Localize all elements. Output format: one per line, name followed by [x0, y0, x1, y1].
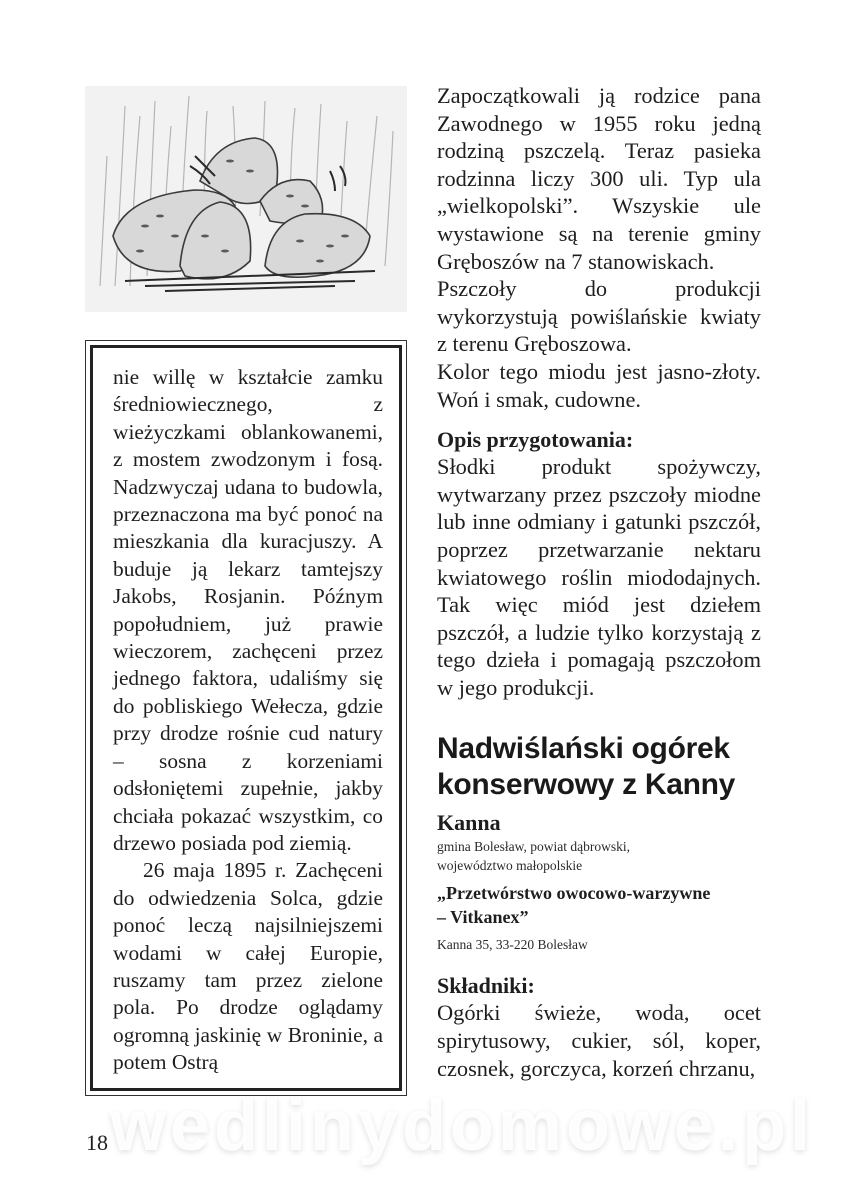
ingredients-heading: Składniki:	[437, 973, 535, 999]
product-title	[437, 731, 761, 803]
producer-address: Kanna 35, 33-220 Bolesław	[437, 937, 588, 953]
producer-line: „Przetwórstwo owocowo-warzywne	[437, 883, 711, 904]
excerpt-paragraph: nie willę w kształcie zamku średniowiecznego, z wieżyczkami oblankowanemi, z mostem zwodzonym i fosą. Nadzwyczaj udana to budowla, przeznaczona ma być ponoć na mieszkania dla kuracjuszy. A buduje ją lekarz tamtejszy Jakobs, Rosjanin. Późnym popołudniem, już prawie wieczorem, zachęceni przez jednego faktora, udaliśmy się do pobliskiego Wełecza, gdzie przy drodze rośnie cud natury – sosna z korzeniami odsłoniętemi zupełnie, jakby chciała pokazać wszystkim, co drzewo posiada pod ziemią.	[113, 365, 383, 855]
intro-paragraph: Kolor tego miodu jest jasno-złoty. Woń i smak, cudowne.	[437, 358, 761, 412]
page-number: 18	[86, 1130, 108, 1155]
location-line: województwo małopolskie	[437, 858, 583, 874]
framed-excerpt	[113, 364, 383, 1077]
place-name: Kanna	[437, 810, 501, 836]
product-title-line: konserwowy z Kanny	[437, 768, 736, 802]
preparation-heading: Opis przygotowania:	[437, 427, 634, 453]
intro-paragraph: Zapoczątkowali ją rodzice pana Zawodnego w 1955 roku jedną rodziną pszczelą. Teraz pasieka rodzinna liczy 300 uli. Typ ula „wielkopolski”. Wszyskie ule wystawione są na terenie gminy Gręboszów na 7 stanowiskach.	[437, 83, 761, 274]
producer-line: – Vitkanex”	[437, 907, 529, 928]
right-column	[437, 82, 761, 1082]
location-line: gmina Bolesław, powiat dąbrowski,	[437, 839, 630, 855]
cucumber-illustration	[85, 86, 407, 312]
ingredients-text: Ogórki świeże, woda, ocet spirytusowy, cukier, sól, koper, czosnek, gorczyca, korzeń chrzanu,	[437, 1000, 761, 1081]
product-title-line: Nadwiślański ogórek	[437, 732, 730, 766]
watermark: wedlinydomowe.pl	[110, 1086, 815, 1166]
excerpt-paragraph: 26 maja 1895 r. Zachęceni do odwiedzenia Solca, gdzie ponoć leczą najsilniejszemi wodami w całej Europie, ruszamy tam przez zielone pola. Po drodze oglądamy ogromną jaskinię w Broninie, a potem Ostrą	[113, 858, 383, 1075]
cucumber-drawing-icon	[85, 86, 407, 312]
intro-paragraph: Pszczoły do produkcji wykorzystują powiślańskie kwiaty z terenu Gręboszowa.	[437, 276, 761, 357]
producer-name	[437, 881, 761, 929]
preparation-text: Słodki produkt spożywczy, wytwarzany przez pszczoły miodne lub inne odmiany i gatunki pszczół, poprzez przetwarzanie nektaru kwiatowego roślin miododajnych. Tak więc miód jest dziełem pszczół, a ludzie tylko korzystają z tego dzieła i pomagają pszczołom w jego produkcji.	[437, 454, 761, 700]
